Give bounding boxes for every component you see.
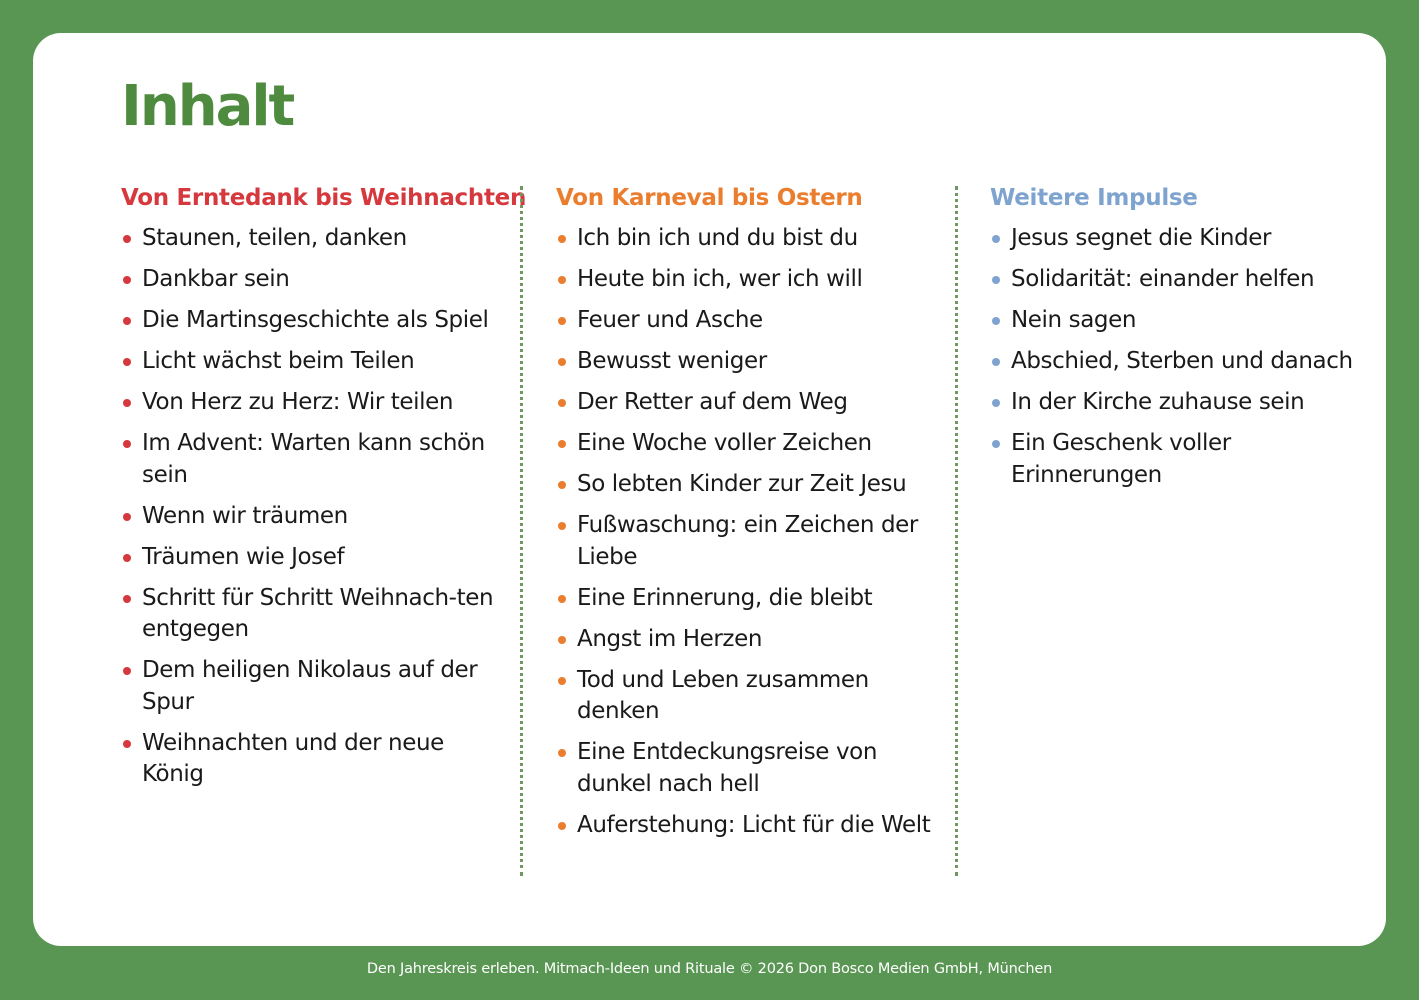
bullet-icon xyxy=(123,595,131,603)
bullet-icon xyxy=(123,513,131,521)
list-item xyxy=(121,428,501,491)
bullet-icon xyxy=(992,317,1000,325)
list-item-text: Feuer und Asche xyxy=(577,307,763,333)
list-item xyxy=(121,346,501,378)
bullet-icon xyxy=(558,749,566,757)
bullet-icon xyxy=(992,358,1000,366)
list-item xyxy=(556,387,936,419)
list-item xyxy=(121,305,501,337)
list-item-text: So lebten Kinder zur Zeit Jesu xyxy=(577,471,907,497)
list-item-text: Solidarität: einander helfen xyxy=(1011,266,1315,292)
list-item xyxy=(556,624,936,656)
list-item xyxy=(121,542,501,574)
bullet-icon xyxy=(558,481,566,489)
list-item-text: Ein Geschenk voller Erinnerungen xyxy=(1011,430,1231,488)
bullet-icon xyxy=(558,358,566,366)
list-item xyxy=(121,655,501,718)
list-item-text: Eine Erinnerung, die bleibt xyxy=(577,584,873,611)
list-item xyxy=(990,428,1375,491)
section-heading: Von Erntedank bis Weihnachten xyxy=(121,185,527,211)
list-item xyxy=(990,264,1375,296)
bullet-icon xyxy=(558,595,566,603)
bullet-icon xyxy=(123,276,131,284)
list-item-text: Träumen wie Josef xyxy=(142,543,345,570)
bullet-icon xyxy=(558,822,566,830)
bullet-icon xyxy=(123,554,131,562)
bullet-icon xyxy=(123,740,131,748)
list-item xyxy=(556,583,936,615)
bullet-icon xyxy=(558,440,566,448)
list-item-text: Im Advent: Warten kann schön sein xyxy=(142,430,485,488)
list-item-text: Licht wächst beim Teilen xyxy=(142,348,415,374)
list-item-text: Angst im Herzen xyxy=(577,625,763,652)
bullet-icon xyxy=(123,235,131,243)
bullet-icon xyxy=(558,276,566,284)
list-item xyxy=(556,737,936,800)
list-item-text: Auferstehung: Licht für die Welt xyxy=(577,811,931,838)
list-item xyxy=(556,810,936,842)
bullet-icon xyxy=(123,440,131,448)
section-item-list xyxy=(556,223,936,841)
list-item xyxy=(121,583,501,646)
list-item-text: Heute bin ich, wer ich will xyxy=(577,266,863,292)
section-item-list xyxy=(121,223,501,791)
list-item xyxy=(556,469,936,501)
list-item-text: Staunen, teilen, danken xyxy=(142,225,407,251)
list-item-text: Abschied, Sterben und danach xyxy=(1011,348,1353,374)
list-item xyxy=(556,223,936,255)
list-item-text: Eine Woche voller Zeichen xyxy=(577,430,872,456)
list-item xyxy=(990,387,1375,419)
list-item xyxy=(121,264,501,296)
list-item xyxy=(121,387,501,419)
section-karneval-ostern xyxy=(556,182,936,851)
bullet-icon xyxy=(992,235,1000,243)
list-item xyxy=(121,728,501,791)
list-item-text: Jesus segnet die Kinder xyxy=(1011,225,1272,251)
copyright-footer: Den Jahreskreis erleben. Mitmach-Ideen und Rituale © 2026 Don Bosco Medien GmbH, München xyxy=(366,961,1053,977)
list-item-text: Der Retter auf dem Weg xyxy=(577,389,848,415)
list-item-text: Tod und Leben zusammen denken xyxy=(577,666,869,724)
list-item-text: Schritt für Schritt Weihnach-ten entgegen xyxy=(142,584,494,642)
section-weitere-impulse xyxy=(990,182,1375,501)
list-item xyxy=(121,223,501,255)
list-item xyxy=(556,346,936,378)
bullet-icon xyxy=(558,317,566,325)
bullet-icon xyxy=(123,399,131,407)
bullet-icon xyxy=(123,667,131,675)
section-heading: Weitere Impulse xyxy=(990,185,1198,211)
bullet-icon xyxy=(558,636,566,644)
list-item-text: Die Martinsgeschichte als Spiel xyxy=(142,307,489,333)
bullet-icon xyxy=(558,235,566,243)
section-item-list xyxy=(990,223,1375,491)
page-title: Inhalt xyxy=(121,74,294,139)
section-erntedank-weihnachten xyxy=(121,182,527,800)
list-item xyxy=(556,665,936,728)
list-item-text: Weihnachten und der neue König xyxy=(142,729,444,787)
list-item xyxy=(556,264,936,296)
section-heading: Von Karneval bis Ostern xyxy=(556,185,863,211)
bullet-icon xyxy=(992,440,1000,448)
column-divider xyxy=(520,186,523,876)
list-item-text: Dankbar sein xyxy=(142,266,290,292)
bullet-icon xyxy=(558,399,566,407)
bullet-icon xyxy=(558,677,566,685)
list-item xyxy=(990,223,1375,255)
list-item-text: Fußwaschung: ein Zeichen der Liebe xyxy=(577,512,918,570)
list-item xyxy=(556,428,936,460)
bullet-icon xyxy=(558,522,566,530)
bullet-icon xyxy=(992,276,1000,284)
list-item xyxy=(121,501,501,533)
list-item xyxy=(556,305,936,337)
list-item xyxy=(556,510,936,573)
list-item-text: Dem heiligen Nikolaus auf der Spur xyxy=(142,657,478,715)
list-item-text: Wenn wir träumen xyxy=(142,502,348,529)
list-item-text: In der Kirche zuhause sein xyxy=(1011,389,1305,415)
bullet-icon xyxy=(992,399,1000,407)
bullet-icon xyxy=(123,317,131,325)
bullet-icon xyxy=(123,358,131,366)
list-item-text: Ich bin ich und du bist du xyxy=(577,225,858,251)
list-item-text: Nein sagen xyxy=(1011,307,1137,333)
list-item-text: Von Herz zu Herz: Wir teilen xyxy=(142,389,454,415)
list-item xyxy=(990,346,1375,378)
list-item xyxy=(990,305,1375,337)
list-item-text: Eine Entdeckungsreise von dunkel nach hell xyxy=(577,739,878,797)
column-divider xyxy=(955,186,958,876)
list-item-text: Bewusst weniger xyxy=(577,348,767,374)
